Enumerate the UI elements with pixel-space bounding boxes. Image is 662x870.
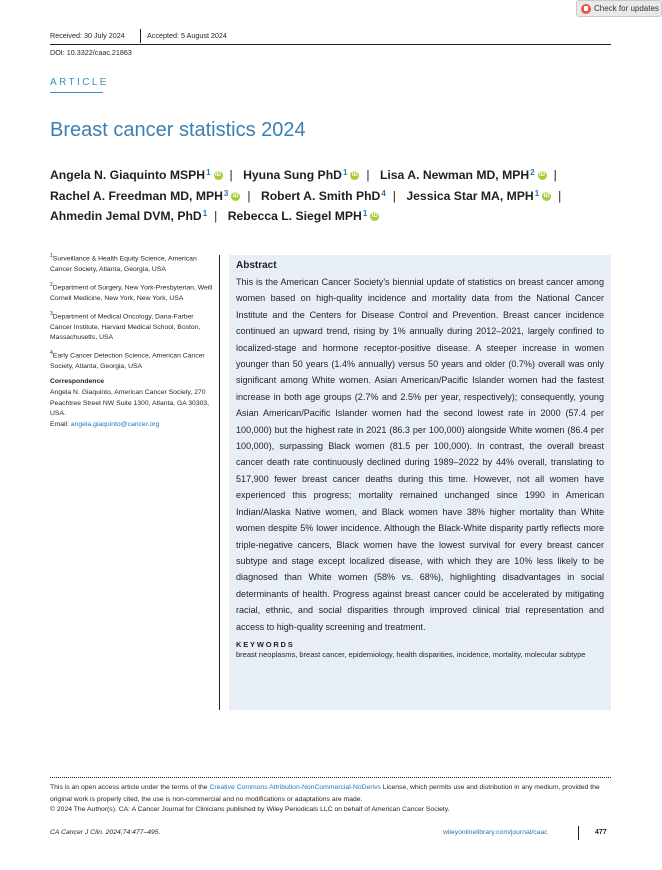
keywords-text: breast neoplasms, breast cancer, epidemiology, health disparities, incidence, mortality, molecular subtype (236, 649, 586, 659)
author[interactable]: Lisa A. Newman MD, MPH$^2$ iD (379, 168, 546, 182)
copyright-notice: © 2024 The Author(s). CA: A Cancer Journal for Clinicians published by Wiley Periodicals LLC on behalf of American Cancer Society. (50, 806, 450, 813)
cc-license-link[interactable]: Creative Commons Attribution-NonCommercial-NoDerivs (209, 784, 381, 791)
author-separator: | (247, 188, 251, 203)
header-rule (50, 44, 611, 45)
abstract-text: This is the American Cancer Society's biennial update of statistics on breast cancer among women based on high-quality incidence and mortality data from the National Cancer Institute and the Centers for Disease Control and Prevention. Breast cancer incidence continued an upward trend, rising by 1% annually during 2012–2021, largely confined to localized-stage and hormone receptor-positive disease. A steeper increase in women younger than 50 years (1.4% annually) versus 50 years and older (0.7%) overall was only significant among White women. Asian American/Pacific Islander women had the fastest increase in both age groups (2.7% and 2.5% per year, respectively); consequently, young Asian American/Pacific Islander women had the second lowest rate in 2000 (57.4 per 100,000) but the highest rate in 2021 (86.3 per 100,000) alongside White women (86.4 per 100,000), surpassing Black women (81.5 per 100,000). In contrast, the overall breast cancer death rate continuously declined during 1989–2022 by 44% overall, translating to 517,900 fewer breast cancer deaths during this time. However, not all women have experienced this progress; mortality remained unchanged since 1990 in American Indian/Alaska Native women, and Black women have 38% higher mortality than White women despite 5% lower incidence. Although the Black-White disparity partly reflects more triple-negative cancers, Black women have the lowest survival for every breast cancer subtype and stage except localized disease, with which they are 10% less likely to be diagnosed than White women (58% vs. 68%), highlighting disadvantages in social determinants of health. Progress against breast cancer could be accelerated by mitigating racial, ethnic, and social disparities through improved clinical trial representation and access to high-quality screening and treatment. (236, 277, 604, 632)
received-date: Received: 30 July 2024 (50, 31, 125, 40)
footer-divider (578, 826, 579, 840)
keywords-heading: KEYWORDS (236, 639, 295, 649)
orcid-icon[interactable]: iD (543, 192, 550, 199)
author-separator: | (558, 188, 562, 203)
header-divider (140, 29, 141, 43)
bookmark-icon (581, 4, 591, 14)
orcid-icon[interactable]: iD (232, 192, 239, 199)
check-updates-label: Check for updates (594, 4, 659, 13)
page-number: 477 (595, 829, 607, 836)
article-type-label: ARTICLE (50, 77, 109, 88)
author[interactable]: Hyuna Sung PhD$^1$ iD (243, 168, 358, 182)
author[interactable]: Rachel A. Freedman MD, MPH$^3$ iD (50, 188, 239, 203)
author[interactable]: Robert A. Smith PhD$^4$ (260, 188, 386, 203)
orcid-icon[interactable]: iD (539, 172, 546, 179)
affiliations (50, 251, 215, 430)
affiliation: $^2$Department of Surgery, New York-Presbyterian, Weill Cornell Medicine, New York, New York, USA (50, 281, 213, 302)
author-separator: | (392, 188, 396, 203)
journal-url-link[interactable]: wileyonlinelibrary.com/journal/caac (443, 829, 548, 836)
orcid-icon[interactable]: iD (215, 172, 222, 179)
paper-title: Breast cancer statistics 2024 (50, 119, 306, 141)
abstract-heading: Abstract (236, 260, 277, 271)
author-separator: | (214, 209, 218, 223)
journal-citation: CA Cancer J Clin. 2024;74:477–495. (50, 829, 161, 836)
orcid-icon[interactable]: iD (371, 213, 378, 220)
author[interactable]: Rebecca L. Siegel MPH$^1$ iD (227, 209, 378, 223)
author[interactable]: Angela N. Giaquinto MSPH$^1$ iD (50, 168, 222, 182)
check-for-updates-button[interactable] (576, 0, 662, 17)
article-label-underline (50, 92, 103, 93)
correspondence-heading: Correspondence (50, 378, 105, 386)
abstract-box (229, 255, 611, 710)
accepted-date: Accepted: 5 August 2024 (147, 31, 227, 40)
column-divider (219, 255, 220, 710)
affiliation: $^1$Surveillance & Health Equity Science, American Cancer Society, Atlanta, Georgia, USA (50, 253, 197, 273)
author-list (50, 165, 620, 227)
author[interactable]: Ahmedin Jemal DVM, PhD$^1$ (50, 209, 208, 223)
footer-rule (50, 777, 611, 778)
correspondence-address: Angela N. Giaquinto, American Cancer Society, 270 Peachtree Street NW Suite 1300, Atlanta, GA 30303, USA. (50, 389, 210, 418)
author-separator: | (366, 168, 370, 182)
correspondence-email: Email: angela.giaquinto@cancer.org (50, 420, 160, 428)
author[interactable]: Jessica Star MA, MPH$^1$ iD (406, 188, 550, 203)
affiliation: $^3$Department of Medical Oncology, Dana-Farber Cancer Institute, Harvard Medical School, Boston, Massachusetts, USA (50, 310, 201, 342)
orcid-icon[interactable]: iD (351, 172, 358, 179)
license-notice: This is an open access article under the terms of the Creative Commons Attribution-NonCommercial-NoDerivs License, which permits use and distribution in any medium, provided the original work is properly cited, the use is non-commercial and no modifications or adaptations are made. (50, 784, 600, 803)
author-separator: | (229, 168, 233, 182)
affiliation: $^4$Early Cancer Detection Science, American Cancer Society, Atlanta, Georgia, USA (50, 350, 205, 371)
author-separator: | (553, 168, 557, 182)
doi: DOI: 10.3322/caac.21863 (50, 48, 132, 57)
email-link[interactable]: angela.giaquinto@cancer.org (70, 420, 160, 428)
